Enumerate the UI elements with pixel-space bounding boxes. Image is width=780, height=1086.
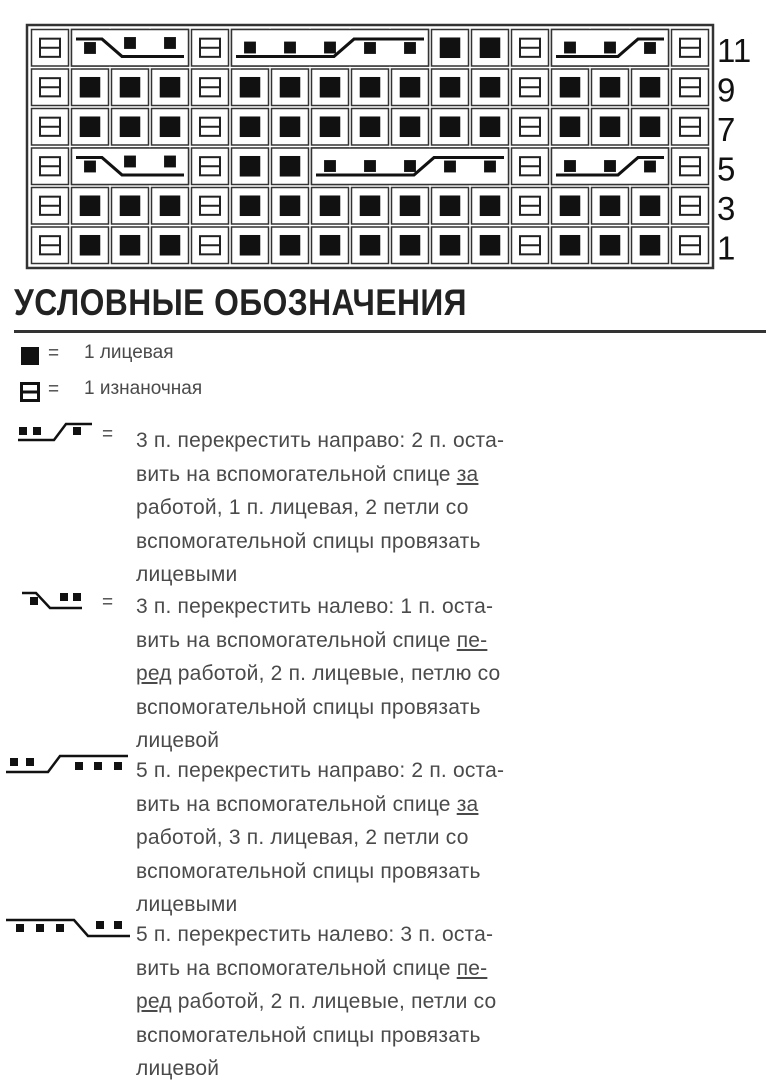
legend-text-line (136, 918, 496, 952)
legend-text-purl: 1 изнаночная (84, 378, 203, 399)
legend-text-line (136, 624, 500, 658)
text-segment: вспомогательной спицы провязать (136, 859, 481, 883)
knit-stitch (440, 77, 461, 98)
text-segment: вить на вспомогательной спице (136, 956, 457, 980)
cable-stitch (244, 42, 256, 54)
legend-text-line (136, 558, 504, 592)
knit-stitch (600, 77, 621, 98)
chart-cell (432, 188, 469, 225)
knit-stitch (120, 116, 141, 137)
cable-stitch (564, 160, 576, 172)
chart-cell (192, 227, 229, 264)
chart-cell (232, 109, 269, 146)
chart-cell (32, 188, 69, 225)
chart-cell (672, 30, 709, 67)
legend-text-cross-right-5 (136, 754, 504, 922)
chart-cell (32, 227, 69, 264)
knit-stitch (640, 77, 661, 98)
cable-cross-right (552, 148, 669, 185)
knit-stitch (240, 156, 261, 177)
legend-text-line (136, 724, 500, 758)
chart-cell (272, 188, 309, 225)
text-segment: вить на вспомогательной спице (136, 462, 457, 486)
chart-cell (112, 109, 149, 146)
knit-stitch (440, 116, 461, 137)
cable-stitch (644, 42, 656, 54)
knit-stitch (400, 77, 421, 98)
chart-cell (592, 109, 629, 146)
legend-text-cross-left-5 (136, 918, 496, 1086)
knit-stitch (560, 195, 581, 216)
chart-cell (512, 109, 549, 146)
chart-cell (512, 148, 549, 185)
chart-cell (472, 188, 509, 225)
chart-cell (152, 69, 189, 106)
legend-text-line (136, 1019, 496, 1053)
chart-cell (632, 227, 669, 264)
legend-text-line (136, 788, 504, 822)
cable-cross-left (72, 30, 189, 67)
chart-cell (312, 69, 349, 106)
chart-cell (512, 188, 549, 225)
cross-left-5-icon (4, 916, 132, 940)
chart-cell (232, 69, 269, 106)
chart-cell (72, 69, 109, 106)
legend-text-line (136, 458, 504, 492)
chart-cell (512, 69, 549, 106)
knit-stitch (560, 235, 581, 256)
knit-stitch (280, 195, 301, 216)
knit-stitch (80, 77, 101, 98)
knit-stitch (480, 37, 501, 58)
legend-text-line (136, 691, 500, 725)
chart-cell (432, 109, 469, 146)
cable-stitch (444, 161, 456, 173)
text-segment: работой, 2 п. лицевые, петли со (171, 990, 497, 1013)
legend-text-line (136, 985, 496, 1019)
knit-stitch (440, 37, 461, 58)
chart-cell (152, 188, 189, 225)
row-number: 5 (717, 150, 736, 188)
cable-stitch (84, 161, 96, 173)
cable-cross-right (232, 30, 429, 67)
heading-underline (14, 330, 766, 333)
knit-stitch (360, 195, 381, 216)
knit-stitch (640, 235, 661, 256)
knit-stitch (600, 116, 621, 137)
knit-stitch (280, 235, 301, 256)
cable-stitch (124, 156, 136, 168)
knit-stitch (440, 235, 461, 256)
legend-text-line (136, 491, 504, 525)
chart-cell (352, 109, 389, 146)
chart-cell (272, 148, 309, 185)
cable-stitch (404, 42, 416, 54)
chart-cell (672, 148, 709, 185)
cable-stitch (364, 42, 376, 54)
chart-cell (232, 148, 269, 185)
text-segment: вспомогательной спицы провязать (136, 529, 481, 553)
knit-stitch (280, 116, 301, 137)
chart-cell (512, 227, 549, 264)
cable-stitch (324, 42, 336, 54)
chart-cell (312, 227, 349, 264)
cable-stitch (164, 37, 176, 49)
chart-cell (272, 109, 309, 146)
knit-stitch (320, 235, 341, 256)
chart-cell (672, 227, 709, 264)
knit-stitch (280, 77, 301, 98)
chart-cell (192, 109, 229, 146)
text-segment: работой, 3 п. лицевая, 2 петли со (136, 826, 469, 849)
chart-cell (632, 109, 669, 146)
chart-cell (272, 227, 309, 264)
chart-cell (192, 148, 229, 185)
cable-stitch (84, 42, 96, 54)
text-segment: работой, 2 п. лицевые, петлю со (171, 662, 501, 685)
cable-stitch (284, 42, 296, 54)
chart-cell (152, 227, 189, 264)
cable-cross-left (72, 148, 189, 185)
chart-cell (472, 109, 509, 146)
knit-stitch (360, 116, 381, 137)
knit-stitch (240, 77, 261, 98)
chart-cell (352, 69, 389, 106)
cable-stitch (484, 161, 496, 173)
knit-stitch (280, 156, 301, 177)
cable-stitch (644, 161, 656, 173)
knit-stitch (440, 195, 461, 216)
knit-stitch (600, 195, 621, 216)
chart-cell (592, 188, 629, 225)
chart-cell (112, 227, 149, 264)
knit-stitch (80, 195, 101, 216)
chart-cell (392, 227, 429, 264)
legend-text-line (136, 525, 504, 559)
row-number: 1 (717, 229, 736, 267)
chart-cell (32, 148, 69, 185)
chart-cell (672, 69, 709, 106)
cable-cross-right (312, 148, 509, 185)
chart-cell (192, 188, 229, 225)
knit-stitch (480, 116, 501, 137)
chart-cell (552, 69, 589, 106)
row-number: 3 (717, 189, 736, 227)
chart-cell (552, 188, 589, 225)
chart-cell (392, 109, 429, 146)
cable-stitch (564, 42, 576, 54)
text-segment: лицевыми (136, 563, 238, 586)
row-number-labels (717, 32, 751, 267)
text-segment: лицевой (136, 729, 220, 752)
chart-cell (232, 188, 269, 225)
knit-stitch (160, 116, 181, 137)
chart-cell (472, 69, 509, 106)
underlined-word: ред (136, 990, 172, 1013)
purl-box-icon (20, 382, 40, 402)
chart-grid (27, 25, 713, 268)
knit-square-icon (20, 346, 40, 366)
cable-stitch (604, 160, 616, 172)
legend-heading: УСЛОВНЫЕ ОБОЗНАЧЕНИЯ (14, 282, 467, 323)
chart-cell (352, 227, 389, 264)
underlined-word: пе- (456, 628, 488, 652)
knit-stitch (640, 195, 661, 216)
chart-cell (72, 227, 109, 264)
text-segment: работой, 1 п. лицевая, 2 петли со (136, 496, 469, 519)
legend-text-line (136, 821, 504, 855)
knit-stitch (360, 235, 381, 256)
legend-text-cross-right-3 (136, 424, 504, 592)
chart-cell (72, 188, 109, 225)
chart-cell (552, 109, 589, 146)
chart-cell (72, 109, 109, 146)
legend-equals: = (102, 592, 114, 613)
chart-cell (312, 188, 349, 225)
knit-stitch (80, 116, 101, 137)
cable-cross-right (552, 30, 669, 67)
row-number: 7 (717, 110, 736, 148)
knit-stitch (400, 195, 421, 216)
legend-text-line (136, 855, 504, 889)
legend-equals: = (48, 379, 60, 400)
legend-text-line (136, 754, 504, 788)
knit-stitch (120, 77, 141, 98)
knit-stitch (240, 195, 261, 216)
cross-right-5-icon (4, 752, 132, 776)
text-segment: вспомогательной спицы провязать (136, 695, 481, 719)
chart-cell (112, 69, 149, 106)
knit-stitch (240, 116, 261, 137)
chart-cell (472, 30, 509, 67)
chart-cell (32, 109, 69, 146)
cross-left-3-icon (22, 589, 102, 611)
chart-cell (472, 227, 509, 264)
legend-equals: = (48, 343, 60, 364)
row-number: 11 (717, 31, 752, 69)
chart-cell (432, 227, 469, 264)
chart-cell (352, 188, 389, 225)
text-segment: вспомогательной спицы провязать (136, 1023, 481, 1047)
knit-stitch (560, 116, 581, 137)
chart-cell (392, 69, 429, 106)
chart-cell (112, 188, 149, 225)
legend-equals: = (102, 424, 114, 445)
chart-cell (272, 69, 309, 106)
chart-cell (592, 227, 629, 264)
chart-cell (432, 69, 469, 106)
chart-cell (192, 30, 229, 67)
underlined-word: пе- (456, 956, 488, 980)
row-number: 9 (717, 71, 736, 109)
knit-stitch (480, 235, 501, 256)
knit-stitch (320, 195, 341, 216)
legend-text-line (136, 590, 500, 624)
cable-stitch (164, 156, 176, 168)
knit-stitch (160, 235, 181, 256)
knit-stitch (120, 195, 141, 216)
legend-text-cross-left-3 (136, 590, 500, 758)
chart-cell (512, 30, 549, 67)
chart-cell (592, 69, 629, 106)
text-segment: 3 п. перекрестить направо: 2 п. оста- (136, 429, 505, 452)
text-segment: лицевыми (136, 893, 238, 916)
knit-stitch (360, 77, 381, 98)
knit-stitch (320, 77, 341, 98)
cable-stitch (604, 42, 616, 54)
underlined-word: за (456, 792, 479, 816)
legend-text-line (136, 952, 496, 986)
cable-stitch (404, 160, 416, 172)
knit-stitch (560, 77, 581, 98)
cable-stitch (324, 160, 336, 172)
legend-text-line (136, 424, 504, 458)
knit-stitch (480, 195, 501, 216)
knit-stitch (320, 116, 341, 137)
legend-text-line (136, 1052, 496, 1086)
chart-cell (192, 69, 229, 106)
text-segment: 5 п. перекрестить направо: 2 п. оста- (136, 759, 505, 782)
knit-stitch (160, 77, 181, 98)
chart-cell (632, 69, 669, 106)
cable-stitch (364, 160, 376, 172)
knit-stitch (400, 235, 421, 256)
text-segment: вить на вспомогательной спице (136, 628, 457, 652)
knit-stitch (80, 235, 101, 256)
chart-cell (552, 227, 589, 264)
chart-cell (232, 227, 269, 264)
knit-stitch (640, 116, 661, 137)
knit-stitch (400, 116, 421, 137)
text-segment: вить на вспомогательной спице (136, 792, 457, 816)
chart-cell (632, 188, 669, 225)
text-segment: 5 п. перекрестить налево: 3 п. оста- (136, 923, 494, 946)
chart-cell (672, 188, 709, 225)
chart-cell (32, 30, 69, 67)
chart-cell (312, 109, 349, 146)
knitting-chart (0, 0, 780, 270)
cross-right-3-icon (16, 421, 102, 443)
knit-stitch (240, 235, 261, 256)
knit-stitch (600, 235, 621, 256)
knit-stitch (480, 77, 501, 98)
knit-stitch (120, 235, 141, 256)
legend-text-line (136, 657, 500, 691)
chart-cell (392, 188, 429, 225)
cable-stitch (124, 37, 136, 49)
legend-text-knit: 1 лицевая (84, 342, 174, 363)
knit-stitch (160, 195, 181, 216)
chart-cell (32, 69, 69, 106)
chart-cell (432, 30, 469, 67)
underlined-word: ред (136, 662, 172, 685)
underlined-word: за (456, 462, 479, 486)
chart-cell (152, 109, 189, 146)
chart-cell (672, 109, 709, 146)
text-segment: 3 п. перекрестить налево: 1 п. оста- (136, 595, 494, 618)
text-segment: лицевой (136, 1057, 220, 1080)
legend-text-line (136, 888, 504, 922)
